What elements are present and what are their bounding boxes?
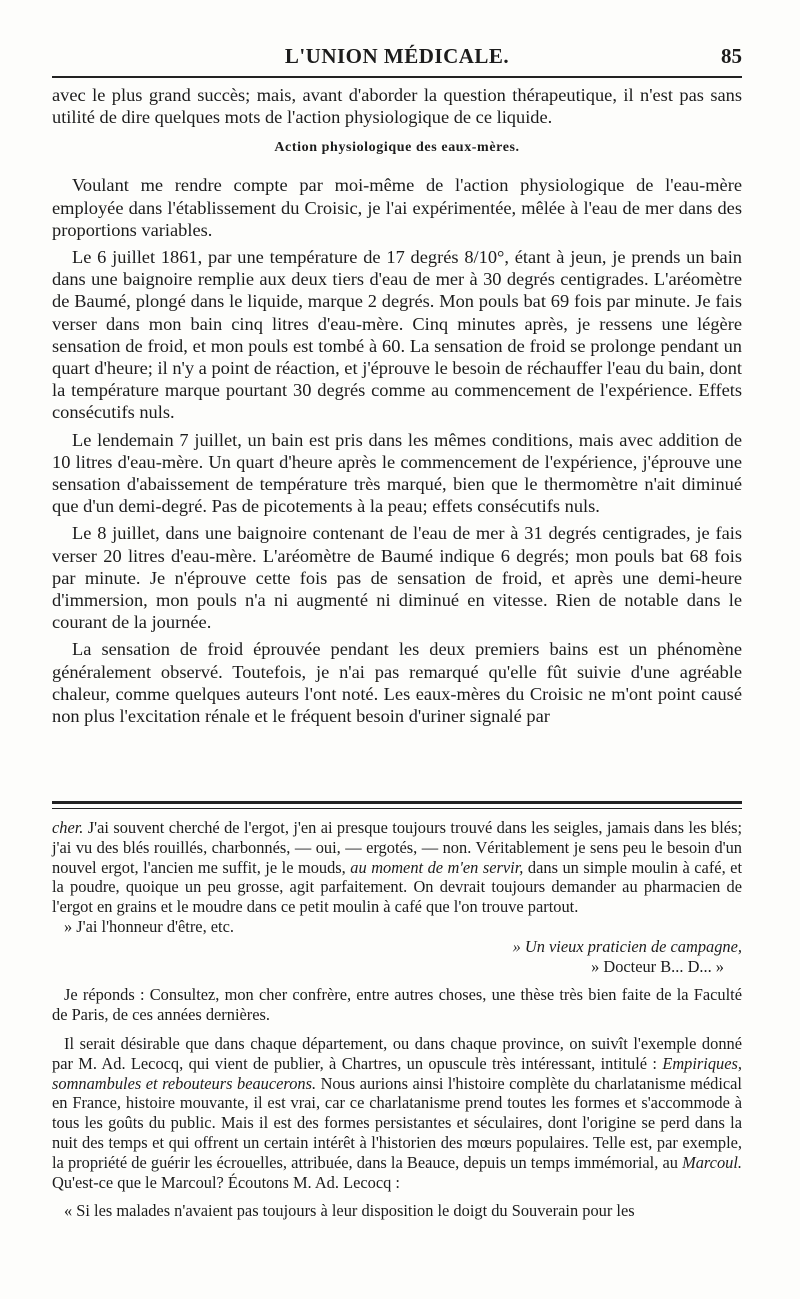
footnote-section [52,818,742,1221]
footnote-quote: « Si les malades n'avaient pas toujours à leur disposition le doigt du Souverain pour les [64,1201,635,1221]
footnote-paragraph: Je réponds : Consultez, mon cher confrère, entre autres choses, une thèse très bien faite de la Faculté de Paris, de ces années dernières. [52,985,742,1025]
footnote-paragraph [52,1034,742,1192]
running-head [52,40,742,76]
footnote-italic: au moment de m'en servir, [350,857,524,877]
footnote-signature-name: » Docteur B... D... » [591,956,724,976]
signature-text: » Un vieux praticien de campagne, [512,936,742,956]
footnote-italic: Empiriques, somnambules et rebouteurs beaucerons. [52,1053,742,1093]
footnote-separator [52,801,742,809]
paragraph: Le 8 juillet, dans une baignoire contenant de l'eau de mer à 31 degrés centigrades, je fais verser 20 litres d'eau-mère. L'aréomètre de Baumé indique 6 degrés; mon pouls bat 68 fois par minute. Je n'éprouve cette fois pas de sensation de froid, et après une demi-heure d'immersion, mon pouls n'a ni augmenté ni diminué en vitesse. Rien de notable dans le courant de la journée. [52,523,742,633]
footnote-text: J'ai souvent cherché de l'ergot, j'en ai presque toujours trouvé dans les seigles, jamais dans les blés; j'ai vu des blés rouillés, charbonnés, — oui, — ergotés, — non. Véritablement je sens peu le besoin d'un nouvel ergot, l'ancien me suffit, je le mouds, [52,818,742,877]
page-number: 85 [721,44,742,68]
footnote-text: dans un simple moulin à café, et la poudre, quoique un peu grosse, agit parfaitement. On devrait toujours demander au pharmacien de l'ergot en grains et le moudre dans ce petit moulin à café que l'on trouve partout. [52,857,742,917]
footnote-closing: » J'ai l'honneur d'être, etc. [64,916,234,936]
main-text [52,84,742,727]
footnote-paragraph [52,818,742,917]
footnote-text: Qu'est-ce que le Marcoul? Écoutons M. Ad. Lecocq : [52,1172,400,1192]
header-rule [52,76,742,78]
journal-title: L'UNION MÉDICALE. [284,44,510,68]
paragraph: Le lendemain 7 juillet, un bain est pris dans les mêmes conditions, mais avec addition de 10 litres d'eau-mère. Un quart d'heure après le commencement de l'expérience, j'éprouve une sensation d'abaissement de température très marqué, bien que le thermomètre n'ait diminué que d'un demi-degré. Pas de picotements à la peau; effets consécutifs nuls. [52,429,742,517]
paragraph: Le 6 juillet 1861, par une température de 17 degrés 8/10°, étant à jeun, je prends un bain dans une baignoire remplie aux deux tiers d'eau de mer à 30 degrés centigrades. L'aréomètre de Baumé, plongé dans le liquide, marque 2 degrés. Mon pouls bat 69 fois par minute. Je fais verser dans mon bain cinq litres d'eau-mère. Cinq minutes après, je ressens une légère sensation de froid, et mon pouls est tombé à 60. La sensation de froid se prolonge pendant un quart d'heure; il n'y a point de réaction, et j'éprouve le besoin de réchauffer l'eau du bain, dont la température marque pourtant 30 degrés comme au commencement de l'expérience. Effets consécutifs nuls. [52,247,742,423]
footnote-text: Il serait désirable que dans chaque département, ou dans chaque province, on suivît l'exemple donné par M. Ad. Lecocq, qui vient de publier, à Chartres, un opuscule très intéressant, intitulé : [52,1033,742,1073]
paragraph: La sensation de froid éprouvée pendant les deux premiers bains est un phénomène généralement observé. Toutefois, je n'ai pas remarqué qu'elle fût suivie d'une agréable chaleur, comme quelques auteurs l'ont noté. Les eaux-mères du Croisic ne m'ont point causé non plus l'excitation rénale et le fréquent besoin d'uriner signalé par [52,639,742,727]
footnote-signature [52,937,742,957]
footnote-italic: cher. [52,818,84,837]
footnote-italic: Marcoul. [682,1152,742,1172]
section-heading: Action physiologique des eaux-mères. [274,140,520,156]
paragraph: Voulant me rendre compte par moi-même de l'action physiologique de l'eau-mère employée dans l'établissement du Croisic, je l'ai expérimentée, mêlée à l'eau de mer dans des proportions variables. [52,175,742,240]
paragraph-continuation: avec le plus grand succès; mais, avant d'aborder la question thérapeutique, il n'est pas sans utilité de dire quelques mots de l'action physiologique de ce liquide. [52,85,742,128]
footnote-text: Nous aurions ainsi l'histoire complète du charlatanisme médical en France, histoire mouvante, il est vrai, car ce charlatanisme prend toutes les formes et s'accommode à tous les goûts du public. Mais il est des formes persistantes et séculaires, dont l'origine se perd dans la nuit des temps et qui offrent un certain intérêt à l'historien des mœurs populaires. Telle est, par exemple, la propriété de guérir les écrouelles, attribuée, dans la Beauce, depuis un temps immémorial, au [52,1073,742,1172]
